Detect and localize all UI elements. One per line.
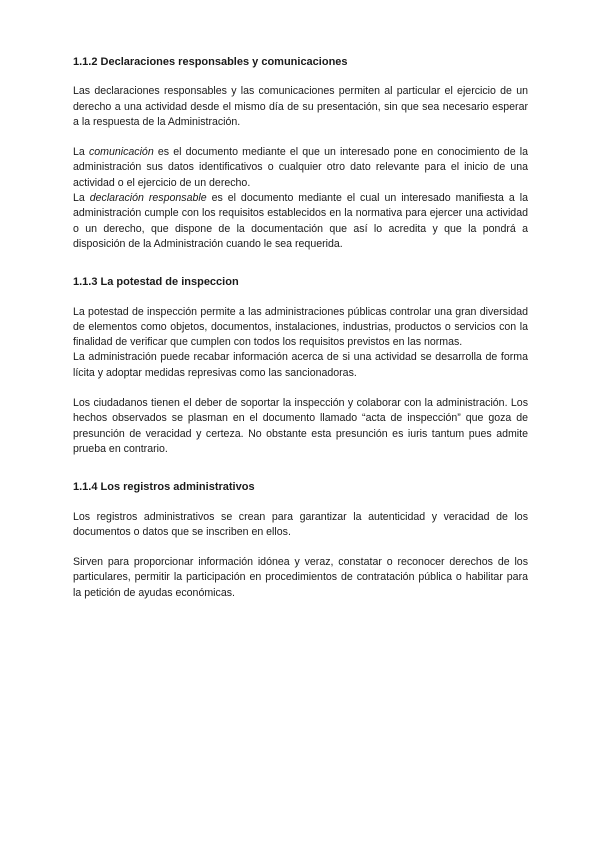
paragraph: Los registros administrativos se crean para garantizar la autenticidad y veracidad de los documentos o datos que se inscriben en ellos. [73, 510, 528, 538]
paragraph: Las declaraciones responsables y las comunicaciones permiten al particular el ejercicio de un derecho a una actividad desde el mismo día de su presentación, sin que sea necesario esperar a la respuesta de la Administración. [73, 85, 528, 128]
paragraph: Los ciudadanos tienen el deber de soportar la inspección y colaborar con la administración. Los hechos observados se plasman en el documento llamado “acta de inspección” que goza de presunción de veracidad y certeza. No obstante esta presunción es iuris tantum pues admite prueba en contrario. [73, 397, 528, 455]
term-comunicacion: comunicación [88, 146, 154, 159]
document-body [73, 55, 528, 601]
section-heading-1-1-3: 1.1.3 La potestad de inspeccion [73, 276, 239, 289]
paragraph: Sirven para proporcionar información idónea y veraz, constatar o reconocer derechos de los particulares, permitir la participación en procedimientos de contratación pública o habilitar para la petición de ayudas económicas. [73, 556, 528, 599]
term-declaracion-responsable: declaración responsable [89, 192, 207, 205]
paragraph: La potestad de inspección permite a las administraciones públicas controlar una gran diversidad de elementos como objetos, documentos, instalaciones, industrias, productos o servicios con la finalidad de verificar que cumplen con todos los requisitos previstos en las normas. [73, 305, 528, 349]
paragraph-text: La [73, 146, 89, 159]
section-heading-1-1-2: 1.1.2 Declaraciones responsables y comunicaciones [73, 56, 348, 68]
paragraph-text: es el documento mediante el cual un interesado manifiesta a la administración cumple con los requisitos establecidos en la normativa para ejercer una actividad o un derecho, que dispone de la documentación que así lo acredita y que la pondrá a disposición de la Administración cuando le sea requerida. [73, 192, 528, 250]
paragraph-text: es el documento mediante el que un interesado pone en conocimiento de la administración sus datos identificativos o cualquier otro dato relevante para el inicio de una actividad o el ejercicio de un derecho. [73, 146, 528, 189]
paragraph-comunicacion [73, 145, 528, 191]
paragraph-declaracion [73, 191, 528, 252]
paragraph: La administración puede recabar información acerca de si una actividad se desarrolla de forma lícita y adoptar medidas represivas como las sancionadoras. [73, 351, 528, 379]
paragraph-text: La [73, 192, 90, 205]
section-heading-1-1-4: 1.1.4 Los registros administrativos [73, 481, 255, 494]
